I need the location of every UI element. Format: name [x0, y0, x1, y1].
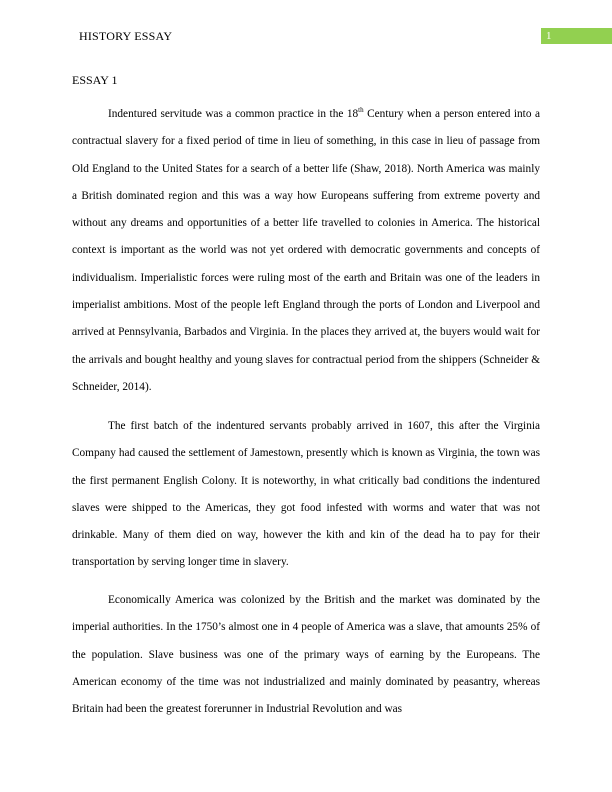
ordinal-superscript: th [358, 106, 364, 115]
paragraph-3-text: Economically America was colonized by the British and the market was dominated by the imperial authorities. In the 1750’s almost one in 4 people of America was a slave, that amounts 25% of the population. Slave business was one of the primary ways of earning by the Europeans. The American economy of the time was not industrialized and mainly dominated by peasantry, whereas Britain had been the greatest forerunner in Industrial Revolution and was [72, 594, 540, 716]
essay-paragraph-2 [72, 413, 540, 577]
paragraph-2-text: The first batch of the indentured servants probably arrived in 1607, this after the Virginia Company had caused the settlement of Jamestown, presently which is known as Virginia, the town was the first permanent English Colony. It is noteworthy, in what critically bad conditions the indentured slaves were shipped to the Americas, they got food infested with worms and water that was not drinkable. Many of them died on way, however the kith and kin of the dead ha to pay for their transportation by serving longer time in slavery. [72, 420, 540, 569]
essay-paragraph-1 [72, 101, 540, 401]
paragraph-1-text-start: Indentured servitude was a common practice in the 18 [108, 108, 359, 120]
page-number-badge: 1 [541, 28, 612, 44]
running-header-title: HISTORY ESSAY [79, 29, 173, 43]
essay-paragraph-3 [72, 587, 540, 723]
paragraph-1-text-rest: Century when a person entered into a contractual slavery for a fixed period of time in lieu of something, in this case in lieu of passage from Old England to the United States for a search of a better life (Shaw, 2018). North America was mainly a British dominated region and this was a way how Europeans suffering from extreme poverty and without any dreams and opportunities of a better life travelled to colonies in America. The historical context is important as the world was not yet ordered with democratic governments and concepts of individualism. Imperialistic forces were ruling most of the earth and Britain was one of the leaders in imperialist ambitions. Most of the people left England through the ports of London and Liverpool and arrived at Pennsylvania, Barbados and Virginia. In the places they arrived at, the buyers would wait for the arrivals and bought healthy and young slaves for contractual period from the shippers (Schneider & Schneider, 2014). [72, 108, 540, 393]
essay-heading: ESSAY 1 [72, 73, 118, 87]
